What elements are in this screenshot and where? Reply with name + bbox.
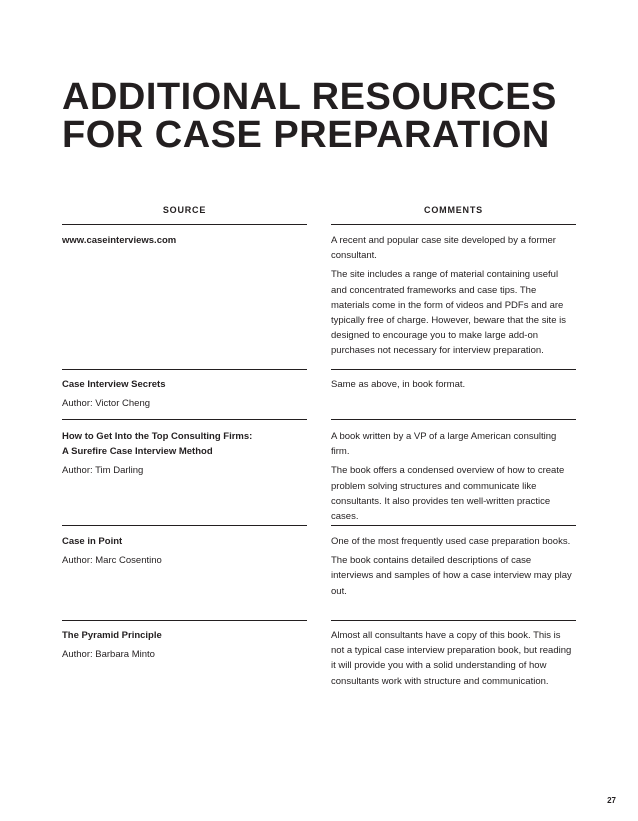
table-row-source xyxy=(62,233,307,248)
table-row-comments xyxy=(331,429,576,528)
source-title: Case Interview Secrets xyxy=(62,379,166,390)
divider xyxy=(62,224,307,225)
source-author: Author: Marc Cosentino xyxy=(62,555,162,567)
table-row-comments xyxy=(331,534,576,603)
page-title-line-2: FOR CASE PREPARATION xyxy=(62,114,550,156)
divider xyxy=(331,525,576,526)
divider xyxy=(331,369,576,370)
source-author: Author: Victor Cheng xyxy=(62,398,151,410)
divider xyxy=(62,620,307,621)
column-header-comments: COMMENTS xyxy=(424,205,483,215)
comment-paragraph: A book written by a VP of a large American consulting firm. xyxy=(331,431,557,458)
table-row-source xyxy=(62,534,307,568)
source-title: A Surefire Case Interview Method xyxy=(62,446,213,458)
source-author: Author: Barbara Minto xyxy=(62,649,155,661)
table-row-comments xyxy=(331,377,576,396)
page-title-line-1: ADDITIONAL RESOURCES xyxy=(62,76,557,118)
comment-paragraph: The book contains detailed descriptions of case interviews and samples of how a case interview may play out. xyxy=(331,555,572,597)
divider xyxy=(331,224,576,225)
source-title: How to Get Into the Top Consulting Firms: xyxy=(62,431,253,442)
divider xyxy=(62,369,307,370)
page-title xyxy=(62,78,557,154)
divider xyxy=(62,525,307,526)
divider xyxy=(331,419,576,420)
divider xyxy=(331,620,576,621)
comment-paragraph: Same as above, in book format. xyxy=(331,379,466,390)
table-row-source xyxy=(62,429,307,479)
comment-paragraph: The book offers a condensed overview of how to create problem solving structures and communicate like consultants. It also provides ten well-written practice cases. xyxy=(331,465,565,523)
divider xyxy=(62,419,307,420)
comment-paragraph: The site includes a range of material containing useful and concentrated frameworks and case tips. The materials come in the form of videos and PDFs and are typically free of charge. However, beware that the site is designed to encourage you to make large add-on purchases not necessary for interview preparation. xyxy=(331,269,566,357)
table-row-comments xyxy=(331,628,576,693)
column-header-source: SOURCE xyxy=(162,205,207,215)
table-row-source xyxy=(62,377,307,411)
page-number: 27 xyxy=(607,796,616,805)
source-title: The Pyramid Principle xyxy=(62,630,162,641)
source-title: Case in Point xyxy=(62,536,123,547)
comment-paragraph: One of the most frequently used case preparation books. xyxy=(331,536,571,547)
comment-paragraph: Almost all consultants have a copy of this book. This is not a typical case interview preparation book, but reading it will provide you with a solid understanding of how consultants work with structure and communication. xyxy=(331,630,572,687)
source-title: www.caseinterviews.com xyxy=(62,235,177,246)
comment-paragraph: A recent and popular case site developed by a former consultant. xyxy=(331,235,556,262)
source-author: Author: Tim Darling xyxy=(62,465,144,477)
table-row-source xyxy=(62,628,307,662)
table-row-comments xyxy=(331,233,576,363)
